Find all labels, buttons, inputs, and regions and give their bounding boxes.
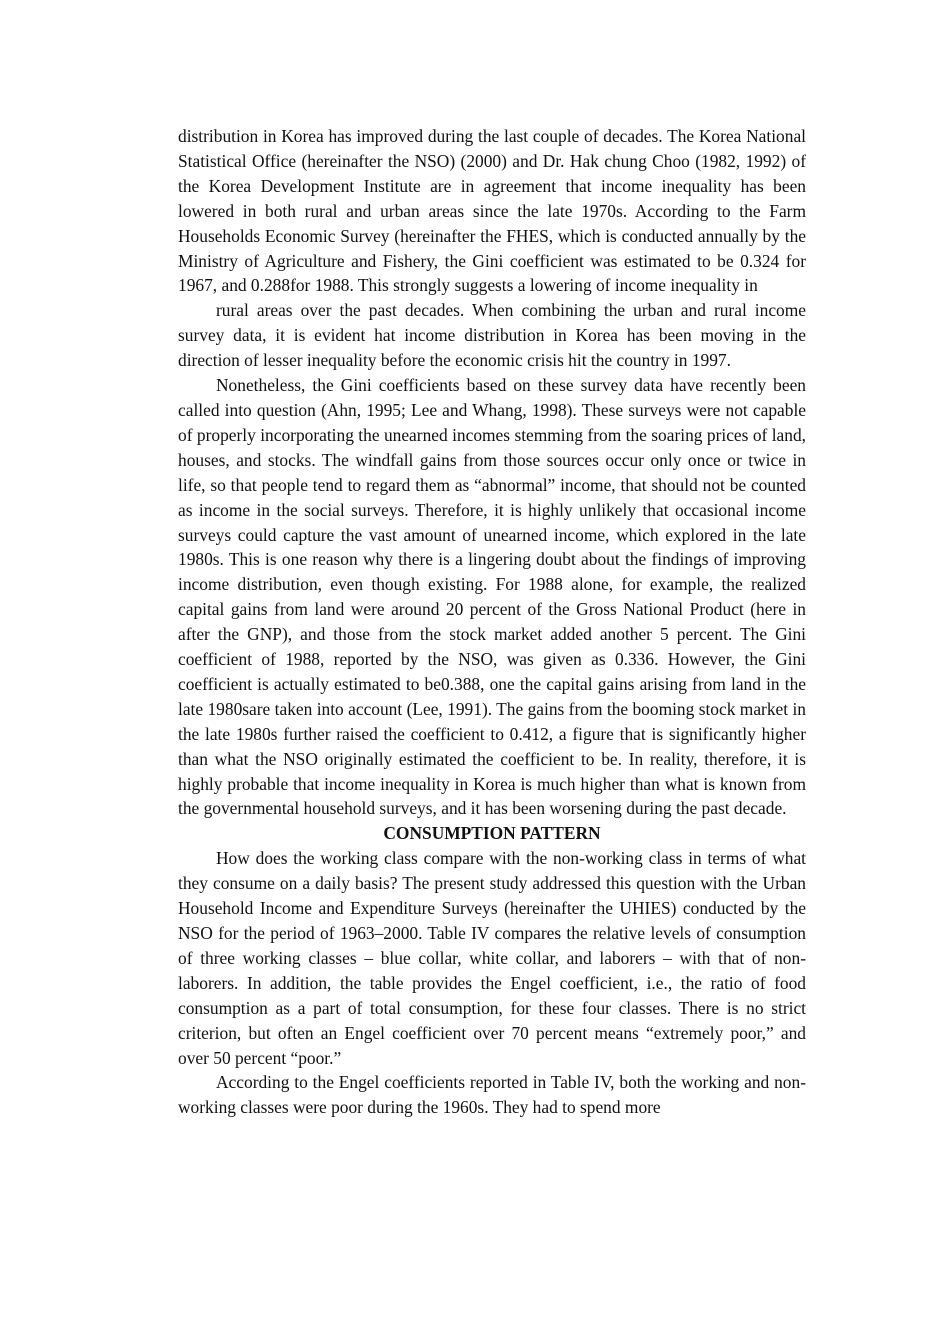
paragraph-engel: According to the Engel coefficients reported in Table IV, both the working and non-working classes were poor during the 1960s. They had to spend more <box>178 1072 806 1118</box>
paragraph-consumption-intro: How does the working class compare with the non-working class in terms of what they consume on a daily basis? The present study addressed this question with the Urban Household Income and Expenditure Surveys (hereinafter the UHIES) conducted by the NSO for the period of 1963–2000. Table IV compares the relative levels of consumption of three working classes – blue collar, white collar, and laborers – with that of non-laborers. In addition, the table provides the Engel coefficient, i.e., the ratio of food consumption as a part of total consumption, for these four classes. There is no strict criterion, but often an Engel coefficient over 70 percent means “extremely poor,” and over 50 percent “poor.” <box>178 848 806 1068</box>
section-heading: CONSUMPTION PATTERN <box>383 823 601 844</box>
paragraph-continued: distribution in Korea has improved during the last couple of decades. The Korea National Statistical Office (hereinafter the NSO) (2000) and Dr. Hak chung Choo (1982, 1992) of the Korea Development Institute are in agreement that income inequality has been lowered in both rural and urban areas since the late 1970s. According to the Farm Households Economic Survey (hereinafter the FHES, which is conducted annually by the Ministry of Agriculture and Fishery, the Gini coefficient was estimated to be 0.324 for 1967, and 0.288for 1988. This strongly suggests a lowering of income inequality in <box>178 126 806 296</box>
document-page <box>178 124 806 1120</box>
paragraph-gini-critique: Nonetheless, the Gini coefficients based on these survey data have recently been called into question (Ahn, 1995; Lee and Whang, 1998). These surveys were not capable of properly incorporating the unearned incomes stemming from the soaring prices of land, houses, and stocks. The windfall gains from those sources occur only once or twice in life, so that people tend to regard them as “abnormal” income, that should not be counted as income in the social surveys. Therefore, it is highly unlikely that occasional income surveys could capture the vast amount of unearned income, which explored in the late 1980s. This is one reason why there is a lingering doubt about the findings of improving income distribution, even though existing. For 1988 alone, for example, the realized capital gains from land were around 20 percent of the Gross National Product (here in after the GNP), and those from the stock market added another 5 percent. The Gini coefficient of 1988, reported by the NSO, was given as 0.336. However, the Gini coefficient is actually estimated to be0.388, one the capital gains arising from land in the late 1980sare taken into account (Lee, 1991). The gains from the booming stock market in the late 1980s further raised the coefficient to 0.412, a figure that is significantly higher than what the NSO originally estimated the coefficient to be. In reality, therefore, it is highly probable that income inequality in Korea is much higher than what is known from the governmental household surveys, and it has been worsening during the past decade. <box>178 375 806 819</box>
paragraph-rural-areas: rural areas over the past decades. When combining the urban and rural income survey data, it is evident hat income distribution in Korea has been moving in the direction of lesser inequality before the economic crisis hit the country in 1997. <box>178 300 806 371</box>
